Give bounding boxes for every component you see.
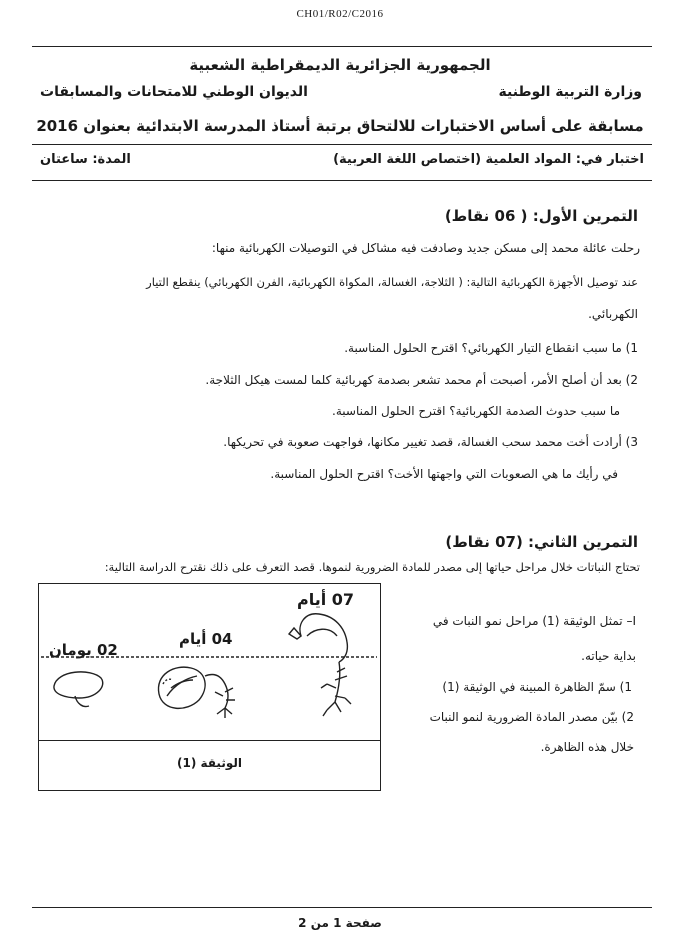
part-i-line1: I– تمثل الوثيقة (1) مراحل نمو النبات في (432, 614, 636, 628)
ministry-name: وزارة التربية الوطنية (498, 84, 642, 100)
exercise2-question2-line1: 2) بيّن مصدر المادة الضرورية لنمو النبات (429, 710, 634, 724)
exercise1-title: التمرين الأول: ( 06 نقاط) (444, 207, 638, 225)
exam-duration: المدة: ساعتان (40, 152, 131, 167)
exercise2-question2-line2: خلال هذه الظاهرة. (540, 740, 634, 754)
germination-stages-drawing (39, 584, 379, 740)
figure-caption-divider (39, 740, 380, 741)
label-day-2: 02 يومان (49, 641, 118, 659)
exercise1-intro: رحلت عائلة محمد إلى مسكن جديد وصادفت فيه مشاكل في التوصيلات الكهربائية منها: (211, 241, 640, 255)
exercise1-context-line1: عند توصيل الأجهزة الكهربائية التالية: ( الثلاجة، الغسالة، المكواة الكهربائية، الفرن الكهربائي) ينقطع التيار (146, 275, 638, 289)
exam-subject: اختبار في: المواد العلمية (اختصاص اللغة العربية) (333, 152, 644, 167)
header-mid-rule (32, 144, 652, 145)
seed-day-2 (54, 672, 103, 707)
header-top-rule (32, 46, 652, 47)
document-code: CH01/R02/C2016 (296, 8, 384, 20)
exercise1-question1: 1) ما سبب انقطاع التيار الكهربائي؟ اقترح الحلول المناسبة. (344, 341, 638, 355)
exercise2-intro: تحتاج النباتات خلال مراحل حياتها إلى مصدر للمادة الضرورية لنموها. قصد التعرف على ذلك نقترح الدراسة التالية: (104, 560, 640, 574)
exercise1-question2-followup: ما سبب حدوث الصدمة الكهربائية؟ اقترح الحلول المناسبة. (332, 404, 620, 418)
figure-caption: الوثيقة (1) (177, 756, 242, 770)
part-i-line2: بداية حياته. (581, 649, 636, 663)
label-day-7: 07 أيام (297, 590, 355, 609)
office-name: الديوان الوطني للامتحانات والمسابقات (40, 84, 308, 100)
footer-rule (32, 907, 652, 908)
republic-heading: الجمهورية الجزائرية الديمقراطية الشعبية (189, 56, 491, 74)
exercise1-question3: 3) أرادت أخت محمد سحب الغسالة، قصد تغيير مكانها، فواجهت صعوبة في تحريكها. (223, 435, 638, 449)
header-bottom-rule (32, 180, 652, 181)
label-day-4: 04 أيام (179, 630, 233, 648)
contest-title: مسابقة على أساس الاختبارات للالتحاق برتبة أستاذ المدرسة الابتدائية بعنوان 2016 (36, 117, 644, 135)
seed-day-4 (158, 667, 235, 718)
page-number: صفحة 1 من 2 (298, 916, 382, 930)
exercise2-title: التمرين الثاني: (07 نقاط) (445, 533, 638, 551)
exercise1-question2: 2) بعد أن أصلح الأمر، أصبحت أم محمد تشعر بصدمة كهربائية كلما لمست هيكل الثلاجة. (205, 373, 638, 387)
exercise2-question1: 1) سمّ الظاهرة المبينة في الوثيقة (1) (442, 680, 632, 694)
exercise1-question3-followup: في رأيك ما هي الصعوبات التي واجهتها الأخت؟ اقترح الحلول المناسبة. (270, 467, 618, 481)
document-1-figure (38, 583, 381, 791)
exercise1-context-line2: الكهربائي. (588, 307, 638, 321)
seedling-day-7 (289, 614, 351, 716)
